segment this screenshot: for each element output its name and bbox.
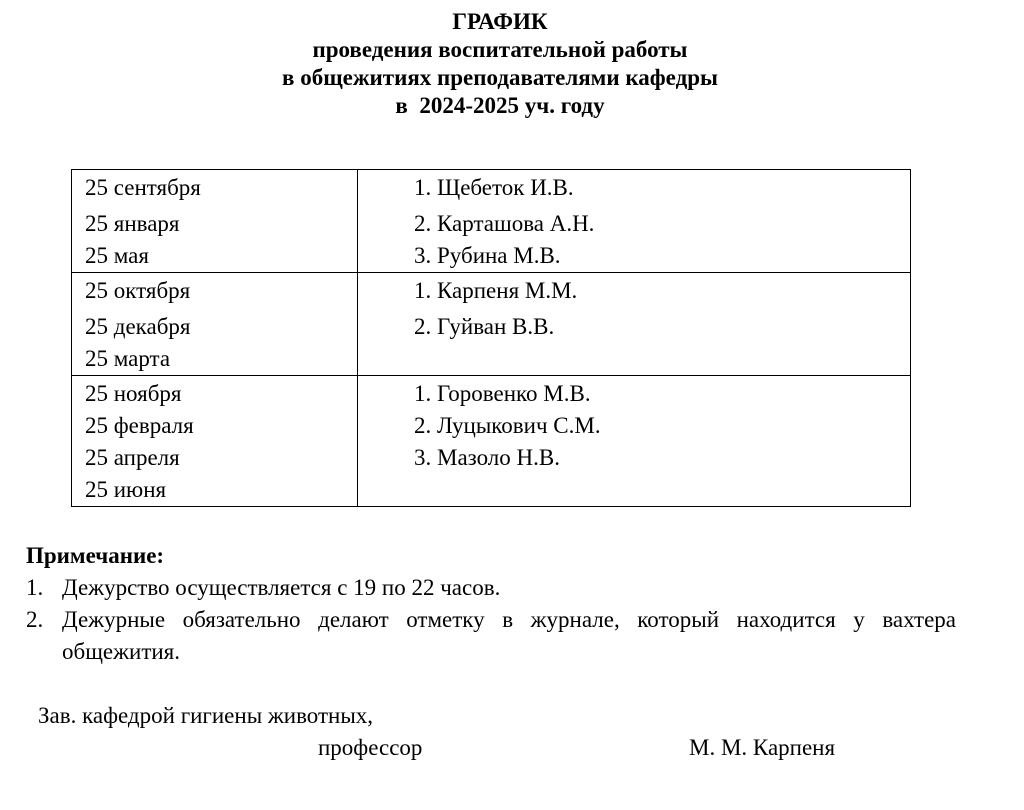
date-entry: 25 марта bbox=[85, 346, 171, 371]
date-entry: 25 декабря bbox=[85, 314, 191, 339]
signatory-position: Зав. кафедрой гигиены животных, bbox=[38, 703, 374, 728]
note-text: Дежурные обязательно делают отметку в журнале, который находится у вахтера общежития. bbox=[62, 607, 956, 664]
title-line-4: в 2024-2025 уч. году bbox=[395, 93, 605, 118]
names-cell bbox=[358, 376, 911, 507]
date-entry: 25 ноября bbox=[85, 381, 182, 406]
date-entry: 25 июня bbox=[85, 477, 167, 502]
date-entry: 25 сентября bbox=[85, 175, 201, 200]
note-item bbox=[26, 604, 956, 668]
schedule-table bbox=[71, 169, 911, 507]
note-item bbox=[26, 572, 956, 604]
dates-cell bbox=[72, 376, 358, 507]
note-number: 2. bbox=[26, 607, 44, 632]
table-row bbox=[72, 170, 911, 273]
notes-title: Примечание: bbox=[26, 543, 165, 568]
table-row bbox=[72, 273, 911, 376]
table-row bbox=[72, 376, 911, 507]
date-entry: 25 октября bbox=[85, 278, 191, 303]
teacher-entry: 2. Луцыкович С.М. bbox=[414, 413, 601, 438]
title-line-3: в общежитиях преподавателями кафедры bbox=[282, 65, 718, 90]
teacher-entry: 3. Мазоло Н.В. bbox=[414, 445, 560, 470]
names-cell bbox=[358, 170, 911, 273]
document-title bbox=[0, 8, 1000, 120]
names-cell bbox=[358, 273, 911, 376]
signatory-title: профессор bbox=[318, 735, 423, 760]
date-entry: 25 мая bbox=[85, 243, 149, 268]
teacher-entry: 2. Карташова А.Н. bbox=[414, 211, 595, 236]
teacher-entry: 1. Горовенко М.В. bbox=[414, 381, 591, 406]
notes-section bbox=[26, 540, 956, 668]
teacher-entry: 1. Щебеток И.В. bbox=[414, 175, 574, 200]
date-entry: 25 февраля bbox=[85, 413, 194, 438]
teacher-entry: 3. Рубина М.В. bbox=[414, 243, 561, 268]
title-line-1: ГРАФИК bbox=[452, 9, 548, 34]
teacher-entry: 1. Карпеня М.М. bbox=[414, 278, 578, 303]
date-entry: 25 января bbox=[85, 211, 180, 236]
teacher-entry: 2. Гуйван В.В. bbox=[414, 314, 555, 339]
note-text: Дежурство осуществляется с 19 по 22 часов. bbox=[62, 575, 501, 600]
note-number: 1. bbox=[26, 575, 44, 600]
dates-cell bbox=[72, 273, 358, 376]
title-line-2: проведения воспитательной работы bbox=[312, 37, 688, 62]
dates-cell bbox=[72, 170, 358, 273]
date-entry: 25 апреля bbox=[85, 445, 180, 470]
signatory-name: М. М. Карпеня bbox=[689, 735, 836, 760]
